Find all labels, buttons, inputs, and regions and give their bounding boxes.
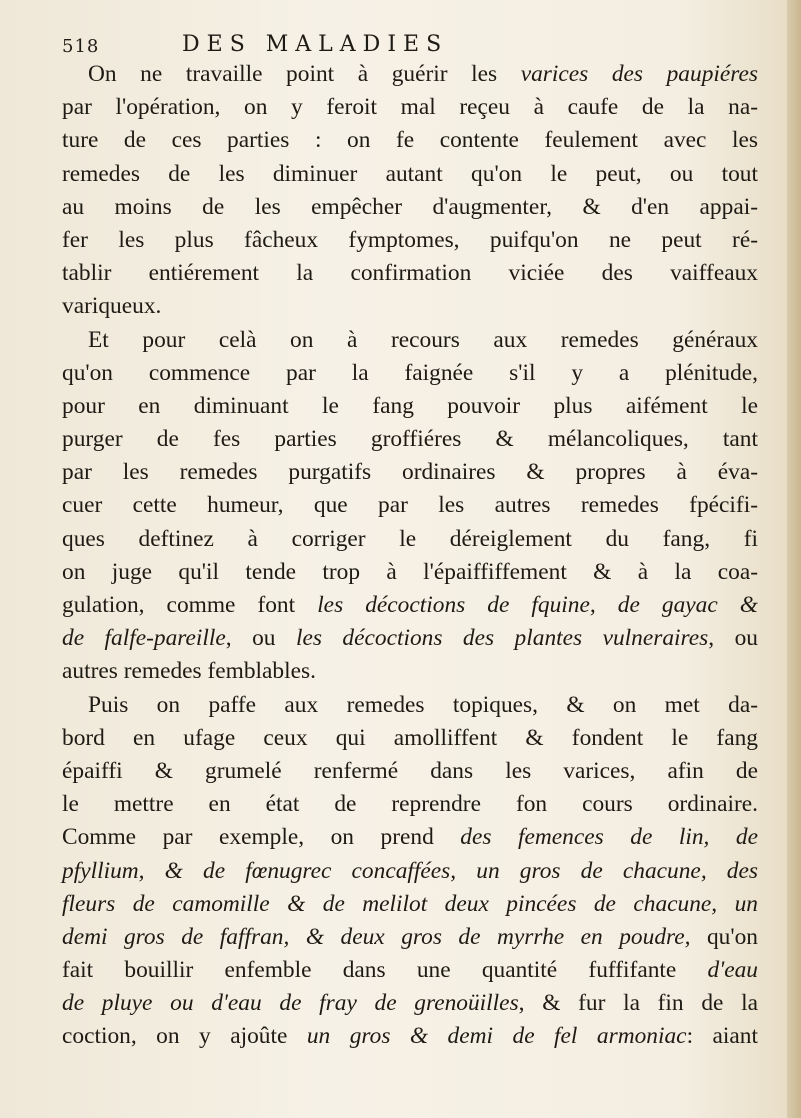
text-line: gulation, comme font les décoctions de fquine, de gayac &	[62, 592, 759, 618]
text-line: demi gros de faffran, & deux gros de myrrhe en poudre, qu'on	[62, 923, 758, 950]
text-line: au moins de les empêcher d'augmenter, & d'en appai-	[62, 193, 758, 220]
text-line: pour en diminuant le fang pouvoir plus aifément le	[62, 392, 758, 419]
text-line: On ne travaille point à guérir les varices des paupiéres	[88, 61, 758, 87]
text-line: épaiffi & grumelé renfermé dans les varices, afin de	[62, 757, 758, 784]
text-line: fait bouillir enfemble dans une quantité fuffifante d'eau	[62, 957, 758, 984]
text-line: autres remedes femblables.	[62, 658, 316, 685]
text-line: tablir entiérement la confirmation viciée des vaiffeaux	[62, 260, 758, 287]
text-line: purger de fes parties groffiéres & mélancoliques, tant	[62, 426, 758, 453]
text-line: bord en ufage ceux qui amolliffent & fondent le fang	[62, 724, 758, 751]
page-number: 518	[62, 36, 100, 57]
text-line: Comme par exemple, on prend des femences de lin, de	[62, 824, 758, 851]
text-line: on juge qu'il tende trop à l'épaiffiffement & à la coa-	[62, 558, 758, 585]
text-line: de pluye ou d'eau de fray de grenoüilles, & fur la fin de la	[62, 990, 758, 1017]
text-line: pfyllium, & de fœnugrec concaffées, un gros de chacune, des	[62, 857, 758, 884]
text-line: variqueux.	[62, 293, 162, 320]
text-line: qu'on commence par la faignée s'il y a plénitude,	[62, 359, 758, 386]
text-line: Puis on paffe aux remedes topiques, & on met da-	[88, 691, 758, 718]
text-line: par l'opération, on y feroit mal reçeu à caufe de la na-	[62, 94, 758, 121]
text-line: fer les plus fâcheux fymptomes, puifqu'on ne peut ré-	[62, 226, 758, 253]
text-line: fleurs de camomille & de melilot deux pincées de chacune, un	[62, 890, 758, 917]
text-line: le mettre en état de reprendre fon cours ordinaire.	[62, 791, 758, 818]
running-title: DES MALADIES	[182, 32, 449, 57]
text-line: par les remedes purgatifs ordinaires & propres à éva-	[62, 459, 758, 486]
page-edge	[787, 0, 801, 1118]
text-line: cuer cette humeur, que par les autres remedes fpécifi-	[62, 492, 758, 519]
body-text	[62, 58, 758, 1054]
text-line: de falfe-pareille, ou les décoctions des plantes vulneraires, ou	[62, 625, 758, 652]
text-line: remedes de les diminuer autant qu'on le peut, ou tout	[62, 160, 758, 187]
text-line: ques deftinez à corriger le déreiglement du fang, fi	[62, 525, 758, 552]
text-line: Et pour celà on à recours aux remedes généraux	[88, 326, 758, 353]
text-line: coction, on y ajoûte un gros & demi de fel armoniac: aiant	[62, 1023, 758, 1050]
text-line: ture de ces parties : on fe contente feulement avec les	[62, 127, 758, 154]
